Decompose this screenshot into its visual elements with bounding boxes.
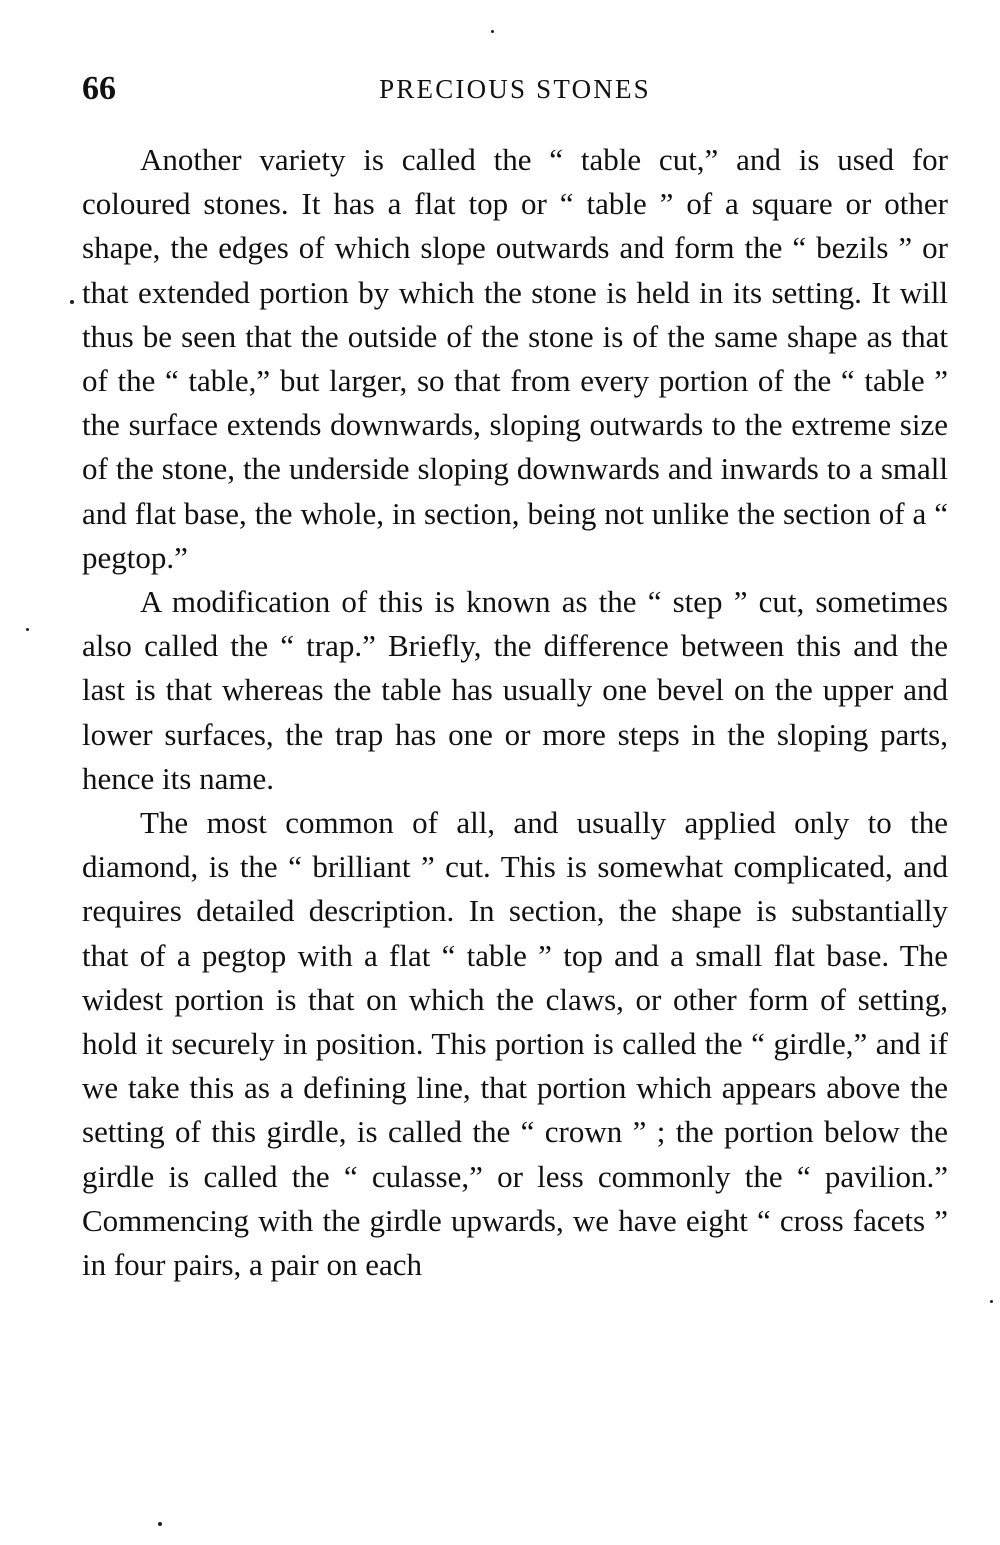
running-head: PRECIOUS STONES (379, 74, 651, 104)
page-number: 66 (82, 70, 116, 107)
scan-speck (70, 300, 74, 304)
paragraph-step-cut: A modification of this is known as the “ step ” cut, sometimes also called the “ trap.” Briefly, the difference between this and the last is that whereas the table has usually one bevel on the upper and lower surfaces, the trap has one or more steps in the sloping parts, hence its name. (82, 584, 948, 796)
scan-speck (990, 1300, 993, 1303)
paragraph-table-cut: Another variety is called the “ table cut,” and is used for coloured stones. It has a flat top or “ table ” of a square or other shape, the edges of which slope outwards and form the “ bezils ” or that extended portion by which the stone is held in its setting. It will thus be seen that the outside of the stone is of the same shape as that of the “ table,” but larger, so that from every portion of the “ table ” the surface extends downwards, sloping outwards to the extreme size of the stone, the underside sloping downwards and inwards to a small and flat base, the whole, in section, being not unlike the section of a “ pegtop.” (82, 142, 948, 575)
paragraph-brilliant-cut: The most common of all, and usually applied only to the diamond, is the “ brilliant ” cut. This is somewhat complicated, and requires detailed description. In section, the shape is substantially that of a pegtop with a flat “ table ” top and a small flat base. The widest portion is that on which the claws, or other form of setting, hold it securely in position. This portion is called the “ girdle,” and if we take this as a defining line, that portion which appears above the setting of this girdle, is called the “ crown ” ; the portion below the girdle is called the “ culasse,” or less commonly the “ pavilion.” Commencing with the girdle upwards, we have eight “ cross facets ” in four pairs, a pair on each (82, 805, 948, 1283)
scan-speck (158, 1522, 162, 1526)
body-text (82, 138, 948, 1287)
scan-speck (26, 628, 29, 631)
scan-speck (491, 30, 494, 33)
page-header (82, 66, 948, 112)
